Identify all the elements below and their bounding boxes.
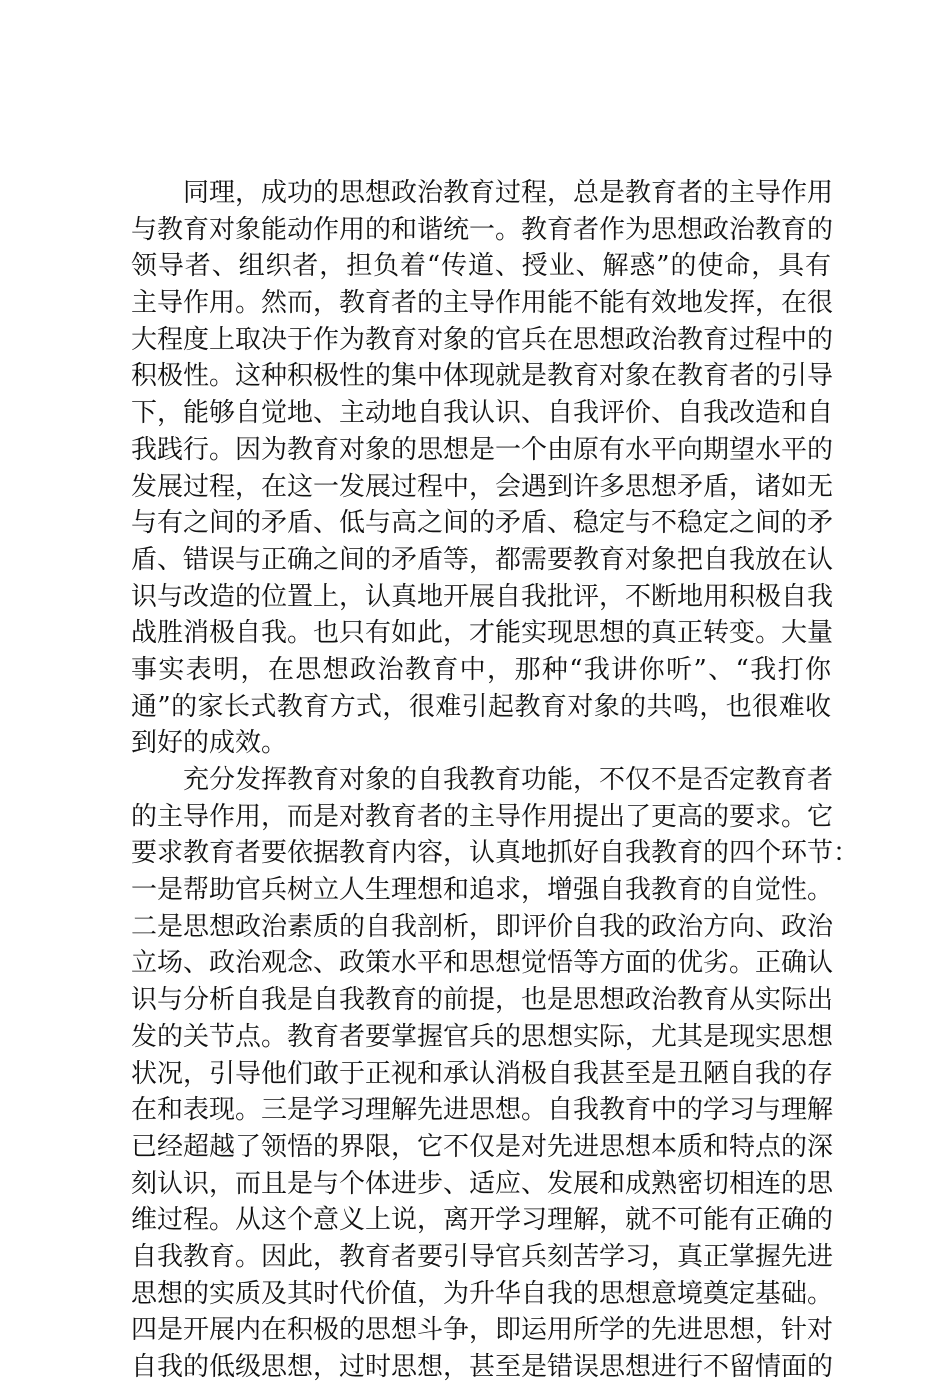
- text-line: 立场、政治观念、政策水平和思想觉悟等方面的优劣。正确认: [131, 948, 834, 979]
- text-line: 事实表明，在思想政治教育中，那种“我讲你听”、“我打你: [131, 654, 831, 685]
- text-line: 领导者、组织者，担负着“传道、授业、解惑”的使命，具有: [131, 251, 831, 282]
- text-line: 积极性。这种积极性的集中体现就是教育对象在教育者的引导: [131, 361, 834, 392]
- text-line: 盾、错误与正确之间的矛盾等，都需要教育对象把自我放在认: [131, 544, 834, 575]
- paragraph-2: [131, 762, 860, 1386]
- text-line: 的主导作用，而是对教育者的主导作用提出了更高的要求。它: [131, 801, 834, 832]
- text-line: 到好的成效。: [131, 728, 288, 759]
- text-line: 二是思想政治素质的自我剖析，即评价自我的政治方向、政治: [131, 911, 834, 942]
- document-body: [131, 175, 860, 1386]
- text-line: 自我的低级思想，过时思想，甚至是错误思想进行不留情面的: [131, 1352, 834, 1382]
- text-line: 与有之间的矛盾、低与高之间的矛盾、稳定与不稳定之间的矛: [131, 508, 834, 539]
- text-line: 四是开展内在积极的思想斗争，即运用所学的先进思想，针对: [131, 1315, 834, 1346]
- text-line: 在和表现。三是学习理解先进思想。自我教育中的学习与理解: [131, 1095, 834, 1126]
- text-line: 状况，引导他们敢于正视和承认消极自我甚至是丑陋自我的存: [131, 1058, 834, 1089]
- text-line: 大程度上取决于作为教育对象的官兵在思想政治教育过程中的: [131, 324, 834, 355]
- text-line: 战胜消极自我。也只有如此，才能实现思想的真正转变。大量: [131, 618, 834, 649]
- text-line: 发的关节点。教育者要掌握官兵的思想实际，尤其是现实思想: [131, 1021, 834, 1052]
- text-line: 识与改造的位置上，认真地开展自我批评，不断地用积极自我: [131, 581, 834, 612]
- text-line: 我践行。因为教育对象的思想是一个由原有水平向期望水平的: [131, 434, 834, 465]
- text-line: 识与分析自我是自我教育的前提，也是思想政治教育从实际出: [131, 985, 834, 1016]
- text-line: 同理，成功的思想政治教育过程，总是教育者的主导作用: [183, 178, 834, 208]
- text-line: 通”的家长式教育方式，很难引起教育对象的共鸣，也很难收: [131, 691, 831, 722]
- text-line: 已经超越了领悟的界限，它不仅是对先进思想本质和特点的深: [131, 1131, 834, 1162]
- text-line: 一是帮助官兵树立人生理想和追求，增强自我教育的自觉性。: [131, 875, 834, 906]
- text-line: 自我教育。因此，教育者要引导官兵刻苦学习，真正掌握先进: [131, 1241, 834, 1272]
- text-line: 要求教育者要依据教育内容，认真地抓好自我教育的四个环节：: [131, 838, 860, 869]
- text-line: 主导作用。然而，教育者的主导作用能不能有效地发挥，在很: [131, 288, 834, 319]
- text-line: 刻认识，而且是与个体进步、适应、发展和成熟密切相连的思: [131, 1168, 834, 1199]
- text-line: 思想的实质及其时代价值，为升华自我的思想意境奠定基础。: [131, 1278, 834, 1309]
- text-line: 下，能够自觉地、主动地自我认识、自我评价、自我改造和自: [131, 398, 834, 429]
- text-line: 维过程。从这个意义上说，离开学习理解，就不可能有正确的: [131, 1205, 834, 1236]
- text-line: 与教育对象能动作用的和谐统一。教育者作为思想政治教育的: [131, 214, 834, 245]
- text-line: 充分发挥教育对象的自我教育功能，不仅不是否定教育者: [183, 765, 834, 795]
- paragraph-1: [131, 175, 834, 762]
- text-line: 发展过程，在这一发展过程中，会遇到许多思想矛盾，诸如无: [131, 471, 834, 502]
